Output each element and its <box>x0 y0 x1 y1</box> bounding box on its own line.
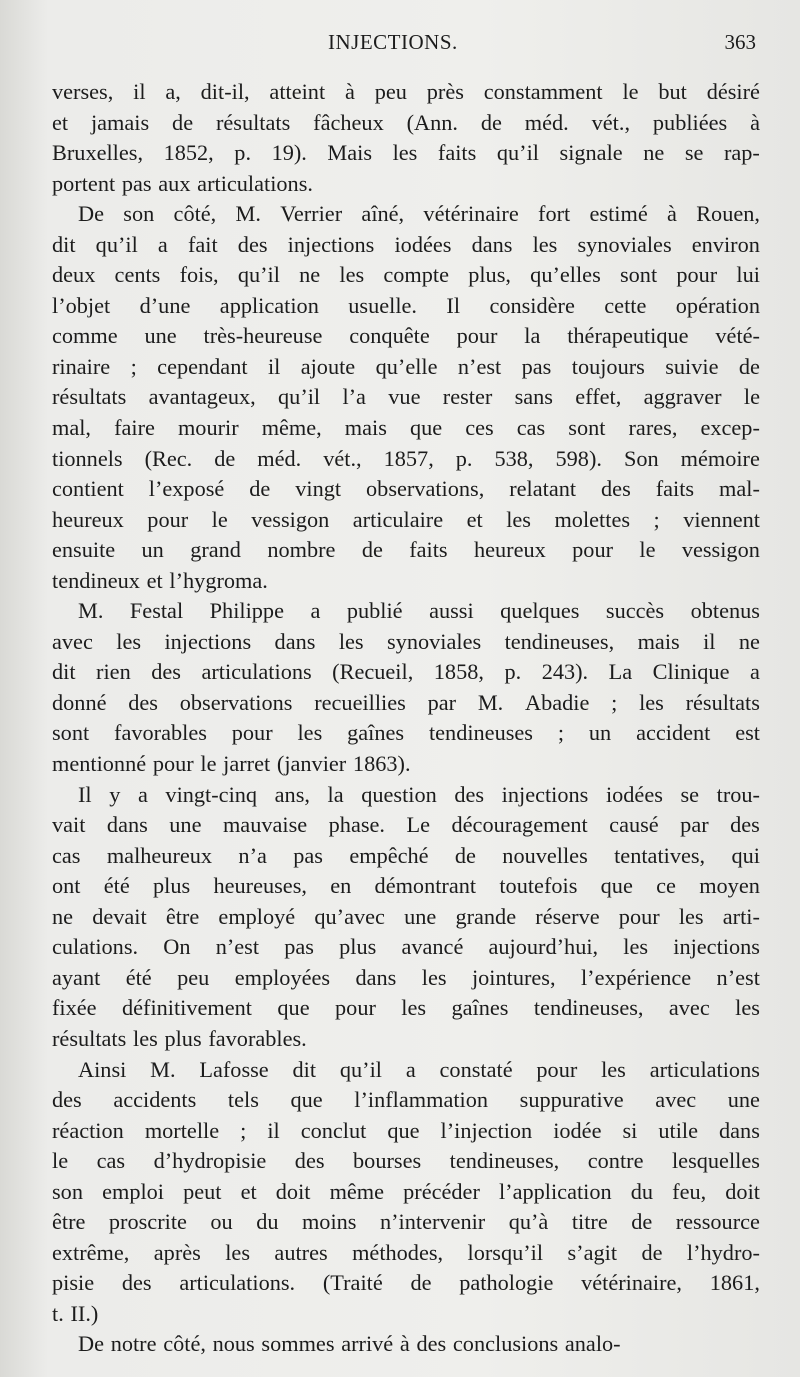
text-line: avec les injections dans les synoviales tendineuses, mais il ne <box>52 628 760 654</box>
text-line: culations. On n’est pas plus avancé aujourd’hui, les injections <box>52 934 760 960</box>
text-line: Bruxelles, 1852, p. 19). Mais les faits qu’il signale ne se rap- <box>52 140 760 166</box>
text-line: verses, il a, dit-il, atteint à peu près constamment le but désiré <box>52 79 760 104</box>
text-line: ensuite un grand nombre de faits heureux pour le vessigon <box>52 537 760 563</box>
running-title: INJECTIONS. <box>328 30 458 54</box>
text-line: sont favorables pour les gaînes tendineuses ; un accident est <box>52 720 760 746</box>
text-line: dit rien des articulations (Recueil, 1858, p. 243). La Clinique a <box>52 659 760 685</box>
paragraph <box>52 596 760 779</box>
text-line: t. II.) <box>52 1300 99 1326</box>
text-line: et jamais de résultats fâcheux (Ann. de méd. vét., publiées à <box>52 109 760 135</box>
text-line: deux cents fois, qu’il ne les compte plus, qu’elles sont pour lui <box>52 262 760 288</box>
text-line: mentionné pour le jarret (janvier 1863). <box>52 751 411 777</box>
paragraph <box>52 77 760 199</box>
text-line: Ainsi M. Lafosse dit qu’il a constaté pour les articulations <box>78 1056 760 1082</box>
text-line: De notre côté, nous sommes arrivé à des conclusions analo- <box>78 1331 621 1357</box>
text-line: pisie des articulations. (Traité de pathologie vétérinaire, 1861, <box>52 1270 760 1296</box>
text-line: son emploi peut et doit même précéder l’application du feu, doit <box>52 1178 760 1204</box>
text-line: résultats les plus favorables. <box>52 1025 307 1051</box>
text-line: dit qu’il a fait des injections iodées dans les synoviales environ <box>52 231 760 257</box>
text-line: vait dans une mauvaise phase. Le découragement causé par des <box>52 812 760 838</box>
text-line: heureux pour le vessigon articulaire et les molettes ; viennent <box>52 506 760 532</box>
text-line: comme une très-heureuse conquête pour la thérapeutique vété- <box>52 323 760 349</box>
text-line: mal, faire mourir même, mais que ces cas sont rares, excep- <box>52 415 760 441</box>
page-number: 363 <box>724 30 756 54</box>
text-line: M. Festal Philippe a publié aussi quelques succès obtenus <box>78 598 760 624</box>
paragraph <box>52 780 760 1055</box>
text-line: tendineux et l’hygroma. <box>52 567 268 593</box>
text-line: le cas d’hydropisie des bourses tendineuses, contre lesquelles <box>52 1148 760 1174</box>
text-line: rinaire ; cependant il ajoute qu’elle n’est pas toujours suivie de <box>52 353 760 379</box>
text-line: fixée définitivement que pour les gaînes tendineuses, avec les <box>52 995 760 1021</box>
text-line: ne devait être employé qu’avec une grande réserve pour les arti- <box>52 903 760 929</box>
page-header <box>52 30 756 64</box>
text-line: résultats avantageux, qu’il l’a vue rester sans effet, aggraver le <box>52 384 760 410</box>
text-line: être proscrite ou du moins n’intervenir qu’à titre de ressource <box>52 1209 760 1235</box>
text-line: extrême, après les autres méthodes, lorsqu’il s’agit de l’hydro- <box>52 1239 760 1265</box>
paragraph <box>52 1329 760 1360</box>
text-line: des accidents tels que l’inflammation suppurative avec une <box>52 1087 760 1113</box>
body-text <box>52 77 760 1360</box>
text-line: De son côté, M. Verrier aîné, vétérinaire fort estimé à Rouen, <box>78 201 760 227</box>
paragraph <box>52 199 760 596</box>
text-line: l’objet d’une application usuelle. Il considère cette opération <box>52 292 760 318</box>
text-line: ont été plus heureuses, en démontrant toutefois que ce moyen <box>52 873 760 899</box>
text-line: tionnels (Rec. de méd. vét., 1857, p. 538, 598). Son mémoire <box>52 445 760 471</box>
text-line: réaction mortelle ; il conclut que l’injection iodée si utile dans <box>52 1117 760 1143</box>
paragraph <box>52 1055 760 1330</box>
text-line: Il y a vingt-cinq ans, la question des injections iodées se trou- <box>78 781 760 807</box>
text-line: contient l’exposé de vingt observations, relatant des faits mal- <box>52 476 760 502</box>
text-line: ayant été peu employées dans les jointures, l’expérience n’est <box>52 964 760 990</box>
text-line: portent pas aux articulations. <box>52 170 313 196</box>
text-line: donné des observations recueillies par M. Abadie ; les résultats <box>52 689 760 715</box>
text-line: cas malheureux n’a pas empêché de nouvelles tentatives, qui <box>52 842 760 868</box>
